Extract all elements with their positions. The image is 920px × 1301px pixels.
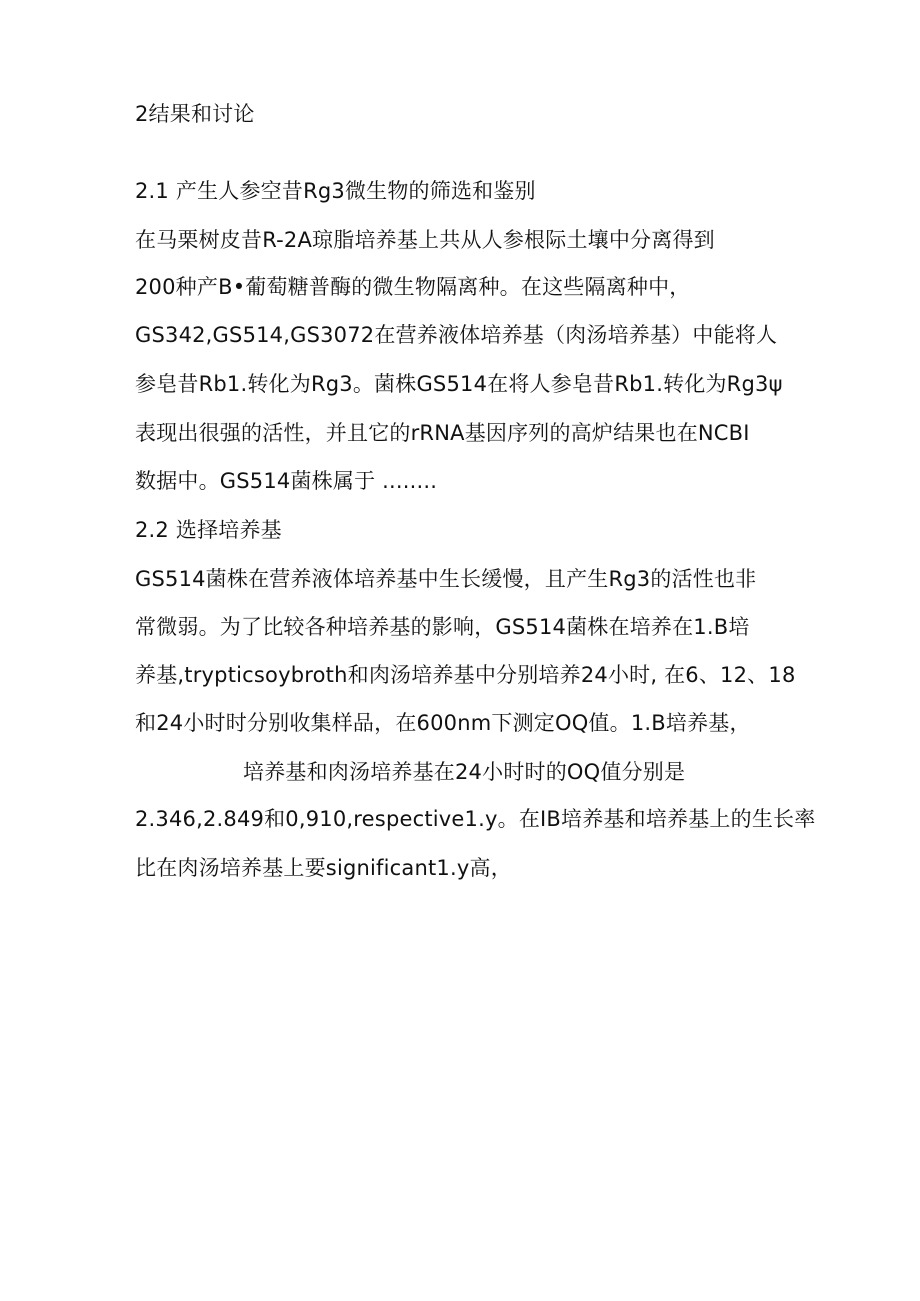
paragraph-line: 200种产B•葡萄糖普酶的微生物隔离种。在这些隔离种中， [135, 275, 691, 299]
paragraph-line: 表现出很强的活性，并且它的rRNA基因序列的高炉结果也在NCBI [135, 421, 750, 445]
paragraph-line: 参皂昔Rb1.转化为Rg3。菌株GS514在将人参皂昔Rb1.转化为Rg3ψ [135, 372, 783, 396]
paragraph-line: 养基,trypticsoybroth和肉汤培养基中分别培养24小时, 在6、12、18 [135, 663, 796, 687]
paragraph-line: 和24小时时分别收集样品，在600nm下测定OQ值。1.B培养基， [135, 711, 751, 735]
subsection-heading-2-2: 2.2 选择培养基 [135, 518, 282, 542]
section-heading: 2结果和讨论 [135, 102, 255, 126]
paragraph-line: 数据中。GS514菌株属于 ........ [135, 469, 438, 493]
paragraph-line: 常微弱。为了比较各种培养基的影响，GS514菌株在培养在1.B培 [135, 615, 750, 639]
paragraph-line: 在马栗树皮昔R-2A琼脂培养基上共从人参根际土壤中分离得到 [135, 228, 715, 252]
paragraph-line: GS514菌株在营养液体培养基中生长缓慢，且产生Rg3的活性也非 [135, 567, 757, 591]
paragraph-line: GS342,GS514,GS3072在营养液体培养基（肉汤培养基）中能将人 [135, 323, 778, 347]
paragraph-line: 培养基和肉汤培养基在24小时时的OQ值分别是 [243, 760, 686, 784]
subsection-heading-2-1: 2.1 产生人参空昔Rg3微生物的筛选和鉴别 [135, 179, 536, 203]
paragraph-line: 比在肉汤培养基上要significant1.y高， [135, 856, 512, 880]
paragraph-line: 2.346,2.849和0,910,respective1.y。在IB培养基和培养基上的生长率 [135, 807, 816, 831]
